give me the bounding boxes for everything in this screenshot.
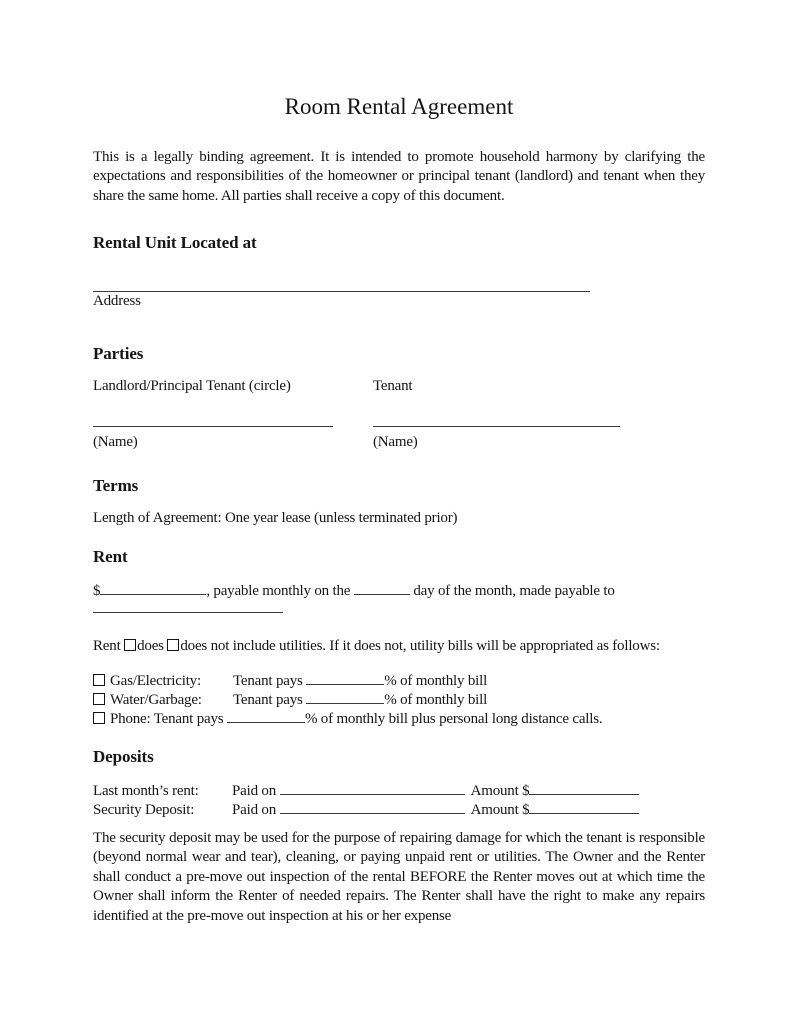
- last-month-paid-on-label: Paid on: [232, 782, 277, 799]
- security-amount-label: Amount $: [470, 801, 530, 818]
- landlord-label: Landlord/Principal Tenant (circle): [93, 378, 291, 395]
- rent-day-field-line[interactable]: [354, 581, 410, 595]
- deposit-row-last-month: [93, 781, 705, 800]
- deposit-row-security: [93, 800, 705, 819]
- security-amount-field-line[interactable]: [529, 800, 639, 814]
- length-of-agreement-text: Length of Agreement: One year lease (unless terminated prior): [93, 510, 458, 527]
- utilities-lead-post: include utilities. If it does not, utility bills will be appropriated as follows:: [232, 638, 660, 655]
- section-heading-terms: Terms: [93, 476, 139, 496]
- section-heading-rental-unit: Rental Unit Located at: [93, 233, 257, 253]
- last-month-paid-date-field-line[interactable]: [280, 781, 465, 795]
- water-garbage-checkbox[interactable]: [93, 693, 105, 705]
- intro-paragraph: This is a legally binding agreement. It is intended to promote household harmony by clarifying the expectations and responsibilities of the homeowner or principal tenant (landlord) and tenant when they share the same home. All parties shall receive a copy of this document.: [93, 149, 705, 204]
- rent-payee-field-line[interactable]: [93, 601, 283, 613]
- utilities-lead-line: [93, 637, 673, 656]
- section-heading-deposits: Deposits: [93, 746, 154, 766]
- last-month-rent-label: Last month’s rent:: [93, 782, 199, 799]
- tenant-name-caption: (Name): [373, 434, 418, 451]
- does-not-option-label: does not: [180, 638, 230, 655]
- rent-terms-line: [93, 581, 705, 601]
- party-name-captions-row: [93, 433, 705, 452]
- does-option-label: does: [137, 638, 164, 655]
- rent-amount-field-line[interactable]: [100, 581, 206, 595]
- last-month-amount-label: Amount $: [470, 782, 530, 799]
- tenant-name-field-line[interactable]: [373, 413, 620, 427]
- landlord-name-caption: (Name): [93, 434, 138, 451]
- utility-row-phone: [93, 709, 705, 728]
- does-not-checkbox[interactable]: [167, 639, 179, 651]
- landlord-name-field-line[interactable]: [93, 413, 333, 427]
- phone-label: Phone: Tenant pays: [110, 710, 224, 727]
- phone-checkbox[interactable]: [93, 712, 105, 724]
- does-checkbox[interactable]: [124, 639, 136, 651]
- rent-currency-prefix: $: [93, 583, 101, 600]
- page-title: Room Rental Agreement: [284, 94, 514, 119]
- tenant-label: Tenant: [373, 378, 413, 395]
- deposit-list: [93, 781, 705, 819]
- security-deposit-label: Security Deposit:: [93, 801, 195, 818]
- utility-row-water: [93, 690, 705, 709]
- party-labels-row: [93, 377, 705, 396]
- gas-suffix-text: % of monthly bill: [384, 672, 488, 689]
- security-paid-on-label: Paid on: [232, 801, 277, 818]
- utility-list: [93, 671, 705, 728]
- utility-row-gas: [93, 671, 705, 690]
- last-month-amount-field-line[interactable]: [529, 781, 639, 795]
- gas-electricity-checkbox[interactable]: [93, 674, 105, 686]
- document-content: [93, 0, 705, 926]
- rent-day-suffix-text: day of the month, made payable to: [413, 583, 615, 600]
- section-heading-parties: Parties: [93, 344, 144, 364]
- water-garbage-label: Water/Garbage:: [110, 691, 202, 708]
- water-percent-field-line[interactable]: [306, 690, 384, 704]
- gas-electricity-label: Gas/Electricity:: [110, 672, 201, 689]
- rent-payable-text: , payable monthly on the: [206, 583, 351, 600]
- section-heading-rent: Rent: [93, 547, 128, 567]
- gas-percent-field-line[interactable]: [306, 671, 384, 685]
- security-paid-date-field-line[interactable]: [280, 800, 465, 814]
- party-name-lines-row: [93, 413, 705, 433]
- security-deposit-clause-paragraph: The security deposit may be used for the purpose of repairing damage for which the tenant is responsible (beyond normal wear and tear), cleaning, or paying unpaid rent or utilities. The Owner and the Renter shall conduct a pre-move out inspection of the rental BEFORE the Renter moves out at which time the Owner shall inform the Renter of needed repairs. The Renter shall have the right to make any repairs identified at the pre-move out inspection at his or her expense: [93, 829, 705, 924]
- utilities-lead-pre: Rent: [93, 638, 121, 655]
- address-label: Address: [93, 293, 141, 310]
- water-tenant-pays-label: Tenant pays: [233, 691, 303, 708]
- gas-tenant-pays-label: Tenant pays: [233, 672, 303, 689]
- phone-suffix-text: % of monthly bill plus personal long distance calls.: [304, 710, 603, 727]
- water-suffix-text: % of monthly bill: [384, 691, 488, 708]
- phone-percent-field-line[interactable]: [227, 709, 305, 723]
- address-field-line[interactable]: [93, 253, 590, 292]
